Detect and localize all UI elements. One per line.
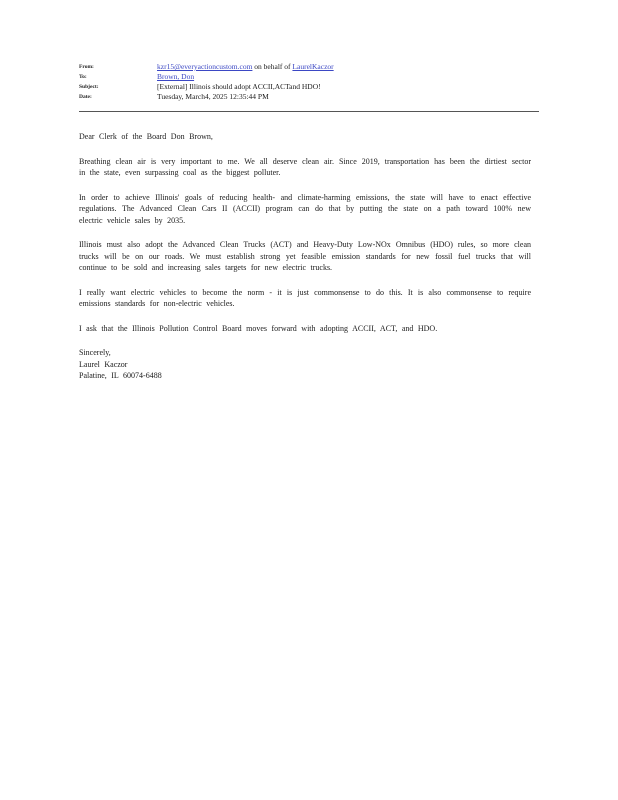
closing: Sincerely, <box>79 348 111 357</box>
date-label: Date: <box>79 94 92 100</box>
salutation: Dear Clerk of the Board Don Brown, <box>79 132 213 141</box>
from-address-link[interactable]: kzr15@everyactioncustom.com <box>157 62 253 71</box>
from-label: From: <box>79 64 94 70</box>
email-header <box>79 62 539 102</box>
from-value <box>157 62 539 72</box>
to-label: To: <box>79 74 87 80</box>
subject-row <box>79 82 539 92</box>
header-divider <box>79 111 539 112</box>
date-row <box>79 92 539 102</box>
letter-body <box>79 131 531 382</box>
subject-value: [External] Illinois should adopt ACCII,ACTand HDO! <box>157 82 321 91</box>
from-row <box>79 62 539 72</box>
signer-address: Palatine, IL 60074-6488 <box>79 371 162 380</box>
paragraph-accii: In order to achieve Illinois' goals of reducing health- and climate-harming emissions, the state will have to enact effective regulations. The Advanced Clean Cars II (ACCII) program can do that by putting the state on a path toward 100% new electric vehicle sales by 2035. <box>79 192 531 225</box>
from-name-link[interactable]: LaurelKaczor <box>292 62 334 71</box>
paragraph-act-hdo: Illinois must also adopt the Advanced Clean Trucks (ACT) and Heavy-Duty Low-NOx Omnibus (HDO) rules, so more clean trucks will be on our roads. We must establish strong yet feasible emission standards for new fossil fuel trucks that will continue to be sold and increasing sales targets for new electric trucks. <box>79 240 531 272</box>
date-value: Tuesday, March4, 2025 12:35:44 PM <box>157 92 269 101</box>
signature-block <box>79 347 531 382</box>
to-row <box>79 72 539 82</box>
signer-name: Laurel Kaczor <box>79 359 128 369</box>
paragraph-request: I ask that the Illinois Pollution Control Board moves forward with adopting ACCII, ACT, and HDO. <box>79 323 438 333</box>
paragraph-air-quality: Breathing clean air is very important to me. We all deserve clean air. Since 2019, transportation has been the dirtiest sector in the state, even surpassing coal as the biggest polluter. <box>79 156 531 177</box>
from-connector: on behalf of <box>252 62 293 71</box>
to-value-link[interactable]: Brown, Don <box>157 72 195 81</box>
subject-label: Subject: <box>79 84 99 90</box>
paragraph-commonsense: I really want electric vehicles to become the norm - it is just commonsense to do this. It is also commonsense to require emissions standards for non-electric vehicles. <box>79 287 531 308</box>
